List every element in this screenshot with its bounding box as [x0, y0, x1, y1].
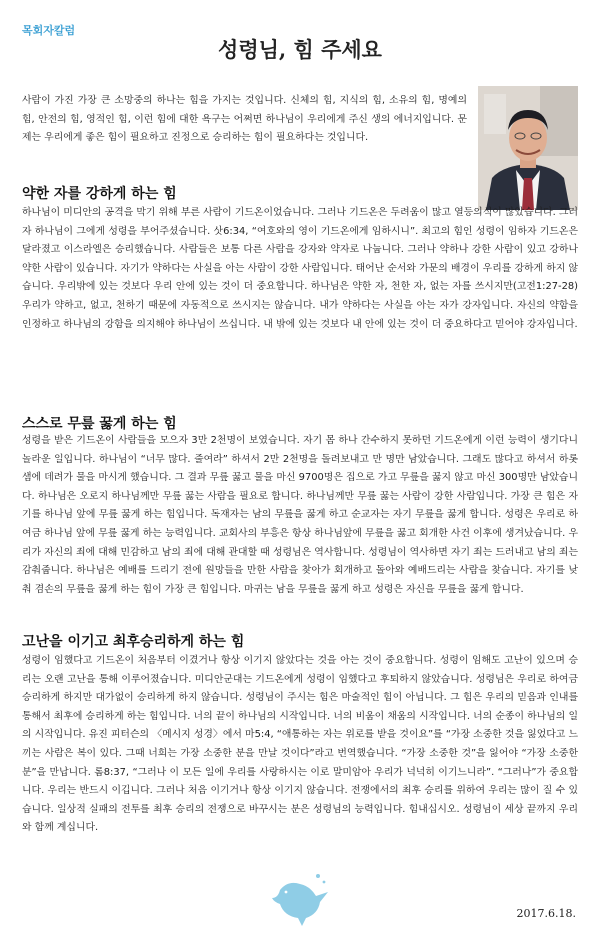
intro-paragraph: 사람이 가진 가장 큰 소망중의 하나는 힘을 가지는 것입니다. 신체의 힘, 지식의 힘, 소유의 힘, 명예의 힘, 안전의 힘, 영적인 힘, 이런 힘에 대한 욕구는 어쩌면 하나님이 우리에게 주신 생의 에너지입니다. 문제는 우리에게 좋은 힘이 필요하고 진정으로 승리하는 힘이 필요하다는 것입니다.	[22, 95, 467, 144]
section-body-1: 하나님이 미디안의 공격을 막기 위해 부른 사람이 기드온이었습니다. 그러나 기드온은 두려움이 많고 열등의식이 많았습니다. 그러자 하나님이 그에게 성령을 부어주셨습니다. 삿6:34, “여호와의 영이 기드온에게 임하시니”. 최고의 힘인 성령이 임하자 기드온은 달라졌고 이스라엘은 승리했습니다. 사람들은 보통 다른 사람을 강자와 약자로 나눕니다. 그러나 약하나 강한 사람이 있고 강하나 약한 사람이 있습니다. 자기가 약하다는 사실을 아는 사람이 강한 사람입니다. 태어난 순서와 가문의 배경이 우리를 강하게 하지 않습니다. 우리밖에 있는 것보다 우리 안에 있는 것이 더 중요합니다. 하나님은 약한 자, 천한 자, 없는 자를 쓰시지만(고전1:27-28) 우리가 약하고, 없고, 천하기 때문에 자동적으로 쓰시지는 않습니다. 내가 약하다는 사실을 아는 자가 강자입니다. 자신의 약함을 인정하고 하나님의 강함을 의지해야 하나님이 쓰십니다. 내 밖에 있는 것보다 내 안에 있는 것이 더 중요하다고 믿어야 강자입니다.	[22, 207, 578, 330]
column-tag: 목회자칼럼	[22, 24, 76, 37]
section-body-2: 성령을 받은 기드온이 사람들을 모으자 3만 2천명이 보였습니다. 자기 몸 하나 간수하지 못하던 기드온에게 이런 능력이 생기다니 놀라운 일입니다. 하나님이 “너무 많다. 줄여라” 하셔서 2만 2천명을 돌려보내고 만 명만 남았습니다. 그래도 많다고 하셔서 하롯 샘에 데려가 물을 마시게 했습니다. 그 결과 무릎 꿇고 물을 마신 9700명은 집으로 가고 무릎을 꿇지 않고 마신 300명만 남았습니다. 하나님은 오로지 하나님께만 무릎 꿇는 사람을 필요로 합니다. 하나님께만 무릎 꿇는 사람이 강한 사람입니다. 가장 큰 힘은 자기를 하나님 앞에 무릎 꿇게 하는 힘입니다. 독재자는 남의 무릎을 꿇게 하고 순교자는 자기 무릎을 꿇게 합니다. 성령은 우리로 하여금 하나님 앞에 무릎 꿇게 하는 능력입니다. 교회사의 부흥은 항상 하나님앞에 무릎을 꿇고 회개한 사건 이후에 생겨났습니다. 우리가 자신의 죄에 대해 민감하고 남의 죄에 대해 관대할 때 성령님은 역사합니다. 성령님이 역사하면 자기 죄는 드러내고 남의 죄는 감춰줍니다. 하나님은 예배를 드리기 전에 원망들을 만한 사람을 찾아가 회개하고 돌아와 예배드리는 사람을 찾습니다. 자기를 낮춰 겸손의 무릎을 꿇게 하는 힘이 가장 큰 힘입니다. 마귀는 남을 무릎을 꿇게 하고 성령은 자신을 무릎을 꿇게 합니다.	[22, 435, 578, 595]
author-photo	[478, 86, 578, 210]
date-stamp: 2017.6.18.	[516, 907, 576, 920]
section-heading-1: 약한 자를 강하게 하는 힘	[22, 186, 177, 202]
section-body-3: 성령이 임했다고 기드온이 처음부터 이겼거나 항상 이기지 않았다는 것을 아는 것이 중요합니다. 성령이 임해도 고난이 있으며 승리는 오랜 고난을 통해 이루어졌습니다. 미디안군대는 기드온에게 성령이 임했다고 후퇴하지 않았습니다. 성령님은 우리로 하여금 승리하게 하지만 대가없이 승리하게 하지 않습니다. 성령님이 주시는 힘은 마술적인 힘이 아닙니다. 그 힘은 우리의 믿음과 인내를 통해서 최후에 승리하게 하는 힘입니다. 너의 끝이 하나님의 시작입니다. 너의 비움이 채움의 시작입니다. 너의 순종이 하나님의 일의 시작입니다. 유진 피터슨의 〈메시지 성경〉에서 마5:4, “애통하는 자는 위로를 받을 것이요”를 “가장 소중한 것을 잃었다고 느끼는 사람은 복이 있다. 그때 너희는 가장 소중한 분을 만날 것이다”라고 번역했습니다. “가장 소중한 것”을 잃어야 “가장 소중한 분”을 만납니다. 롬8:37, “그러나 이 모든 일에 우리를 사랑하시는 이로 말미암아 우리가 넉넉히 이기느니라”. “그러나”가 중요합니다. 우리는 반드시 이깁니다. 그러나 처음 이기거나 항상 이기지 않습니다. 전쟁에서의 최후 승리를 위하여 우리는 많이 질 수 있습니다. 일상적 실패의 전투를 최후 승리의 전쟁으로 바꾸시는 분은 성령님의 능력입니다. 힘내십시오. 성령님이 세상 끝까지 우리와 함께 계십니다.	[22, 655, 578, 834]
bird-icon	[270, 868, 332, 928]
section-heading-2: 스스로 무릎 꿇게 하는 힘	[22, 416, 177, 432]
portrait-image	[478, 86, 578, 210]
page-title: 성령님, 힘 주세요	[218, 37, 382, 62]
section-heading-3: 고난을 이기고 최후승리하게 하는 힘	[22, 634, 245, 650]
